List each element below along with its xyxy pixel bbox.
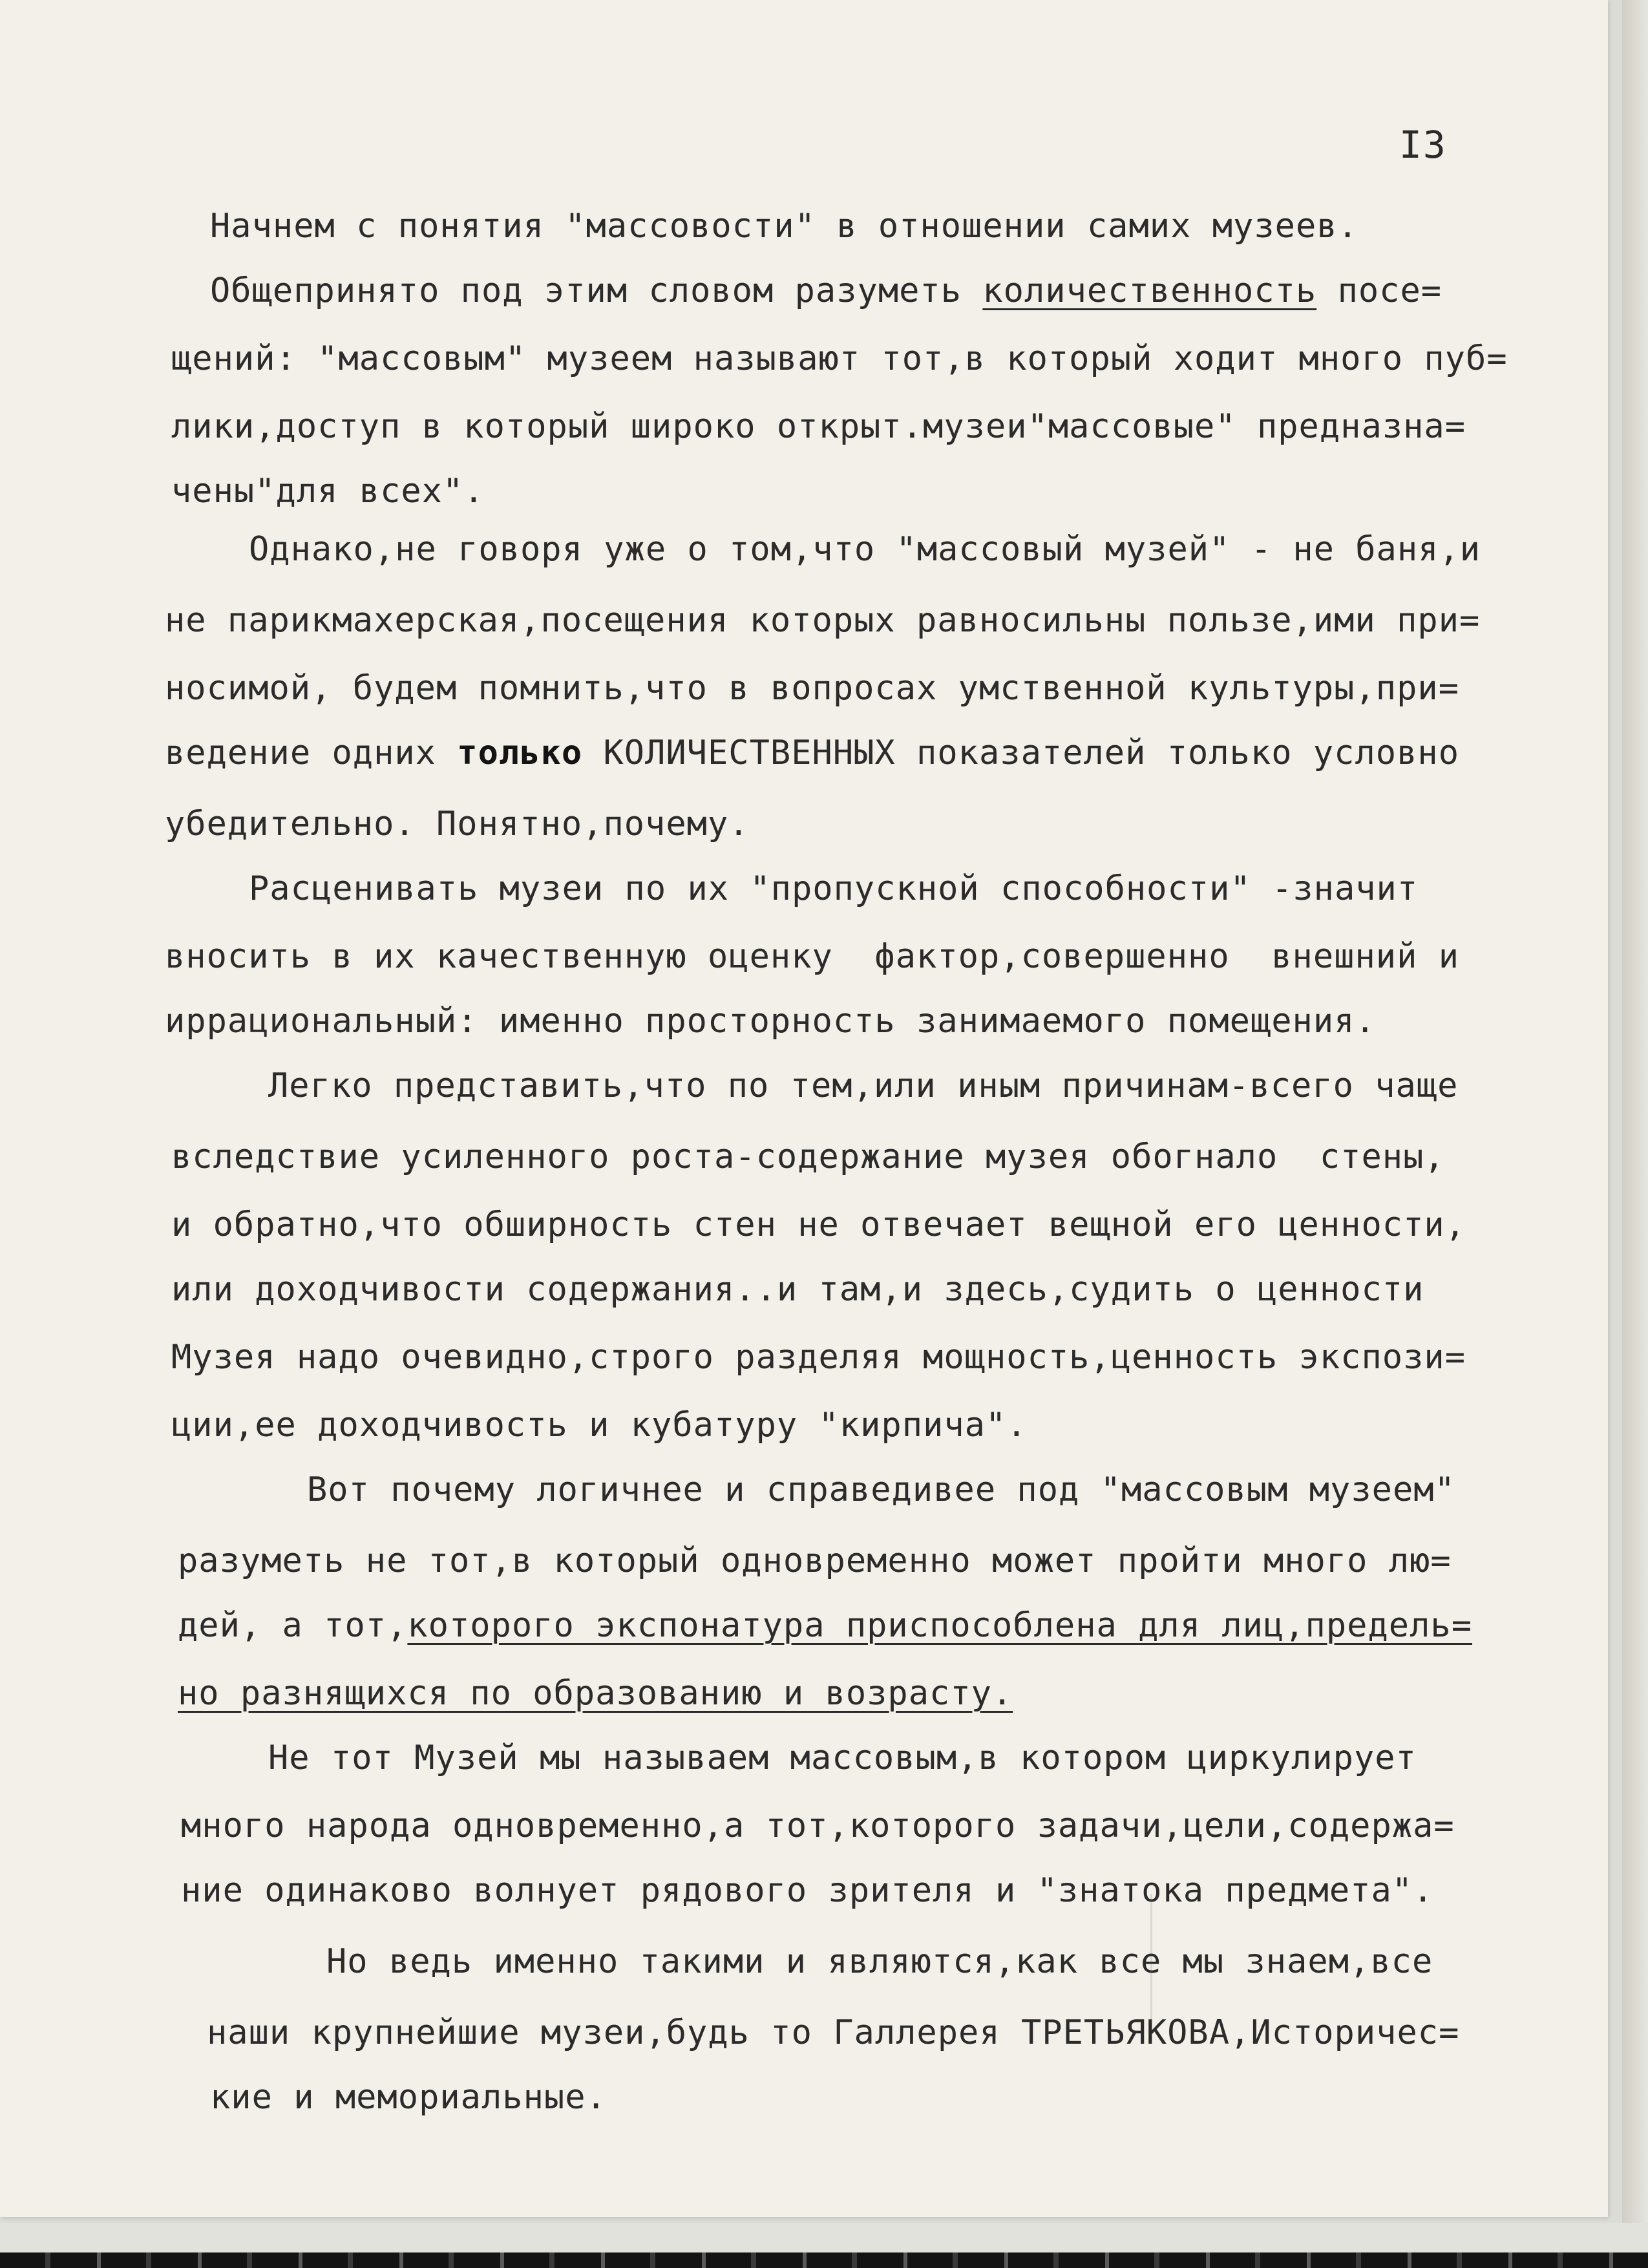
text-segment: вследствие усиленного роста-содержание музея обогнало стены,	[171, 1138, 1445, 1176]
text-line	[249, 530, 1481, 569]
text-line	[171, 1270, 1424, 1309]
underlined-text: количественность	[982, 271, 1317, 310]
text-line	[165, 669, 1459, 708]
text-segment: носимой, будем помнить,что в вопросах умственной культуры,при=	[165, 669, 1460, 708]
text-line	[178, 1542, 1452, 1580]
text-segment: или доходчивости содержания..и там,и здесь,судить о ценности	[171, 1270, 1424, 1309]
text-segment: убедительно. Понятно,почему.	[165, 805, 750, 843]
text-segment: наши крупнейшие музеи,будь то Галлерея ТРЕТЬЯКОВА,Историчес=	[207, 2013, 1460, 2052]
text-segment: Начнем с понятия "массовости" в отношении самих музеев.	[210, 207, 1358, 246]
text-line	[181, 1807, 1455, 1845]
text-line	[249, 869, 1418, 908]
text-line	[165, 937, 1459, 976]
text-line	[268, 1739, 1417, 1777]
text-segment: Однако,не говоря уже о том,что "массовый музей" - не баня,и	[249, 530, 1481, 569]
text-segment: Музея надо очевидно,строго разделяя мощность,ценность экспози=	[171, 1338, 1466, 1377]
text-line	[210, 207, 1358, 246]
text-segment: Вот почему логичнее и справедивее под "массовым музеем"	[307, 1470, 1455, 1509]
text-segment: разуметь не тот,в который одновременно может пройти много лю=	[178, 1542, 1452, 1580]
text-line	[171, 472, 485, 511]
text-line	[165, 601, 1480, 640]
text-line	[165, 805, 750, 843]
text-line	[171, 1205, 1466, 1244]
text-segment: чены"для всех".	[171, 472, 485, 511]
text-segment: Общепринято под этим словом разуметь	[210, 271, 983, 310]
text-segment: лики,доступ в который широко открыт.музеи"массовые" предназна=	[171, 407, 1466, 446]
text-line	[178, 1606, 1472, 1645]
text-segment: кие и мемориальные.	[210, 2078, 607, 2117]
text-segment: ведение одних	[165, 734, 458, 772]
faint-stamp-bleedthrough	[1150, 1894, 1411, 2023]
text-line	[178, 1674, 1013, 1713]
text-segment: КОЛИЧЕСТВЕННЫХ показателей только условно	[582, 734, 1460, 772]
text-line	[210, 271, 1442, 310]
text-segment: иррациональный: именно просторность занимаемого помещения.	[165, 1002, 1376, 1041]
text-segment: ние одинаково волнует рядового зрителя и "знатока предмета".	[181, 1871, 1434, 1910]
text-segment: ции,ее доходчивость и кубатуру "кирпича".	[171, 1406, 1028, 1445]
text-line	[171, 407, 1466, 446]
text-line	[171, 1338, 1466, 1377]
text-line	[171, 1406, 1028, 1445]
scan-bottom-strip	[0, 2252, 1648, 2268]
text-line	[171, 1138, 1445, 1176]
underlined-text: но разнящихся по образованию и возрасту.	[178, 1674, 1013, 1713]
text-segment: Не тот Музей мы называем массовым,в котором циркулирует	[268, 1739, 1417, 1777]
page-number: I3	[1399, 123, 1447, 167]
text-segment: не парикмахерская,посещения которых равносильны пользе,ими при=	[165, 601, 1481, 640]
text-segment: Но ведь именно такими и являются,как все мы знаем,все	[326, 1942, 1433, 1981]
text-segment: Расценивать музеи по их "пропускной способности" -значит	[249, 869, 1419, 908]
text-line	[307, 1470, 1455, 1509]
text-line	[165, 734, 1459, 772]
text-line	[171, 339, 1508, 378]
text-segment: много народа одновременно,а тот,которого задачи,цели,содержа=	[181, 1807, 1455, 1845]
text-segment: и обратно,что обширность стен не отвечает вещной его ценности,	[171, 1205, 1466, 1244]
text-line	[165, 1002, 1376, 1041]
overtyped-text: только	[457, 734, 583, 772]
text-segment: посе=	[1316, 271, 1442, 310]
text-segment: щений: "массовым" музеем называют тот,в который ходит много пуб=	[171, 339, 1508, 378]
text-segment: Легко представить,что по тем,или иным причинам-всего чаще	[268, 1066, 1459, 1105]
scan-edge-right	[1622, 0, 1648, 2268]
text-line	[210, 2078, 607, 2117]
text-segment: дей, а тот,	[178, 1606, 408, 1645]
underlined-text: которого экспонатура приспособлена для лиц,предель=	[407, 1606, 1473, 1645]
text-segment: вносить в их качественную оценку фактор,совершенно внешний и	[165, 937, 1460, 976]
text-line	[268, 1066, 1458, 1105]
